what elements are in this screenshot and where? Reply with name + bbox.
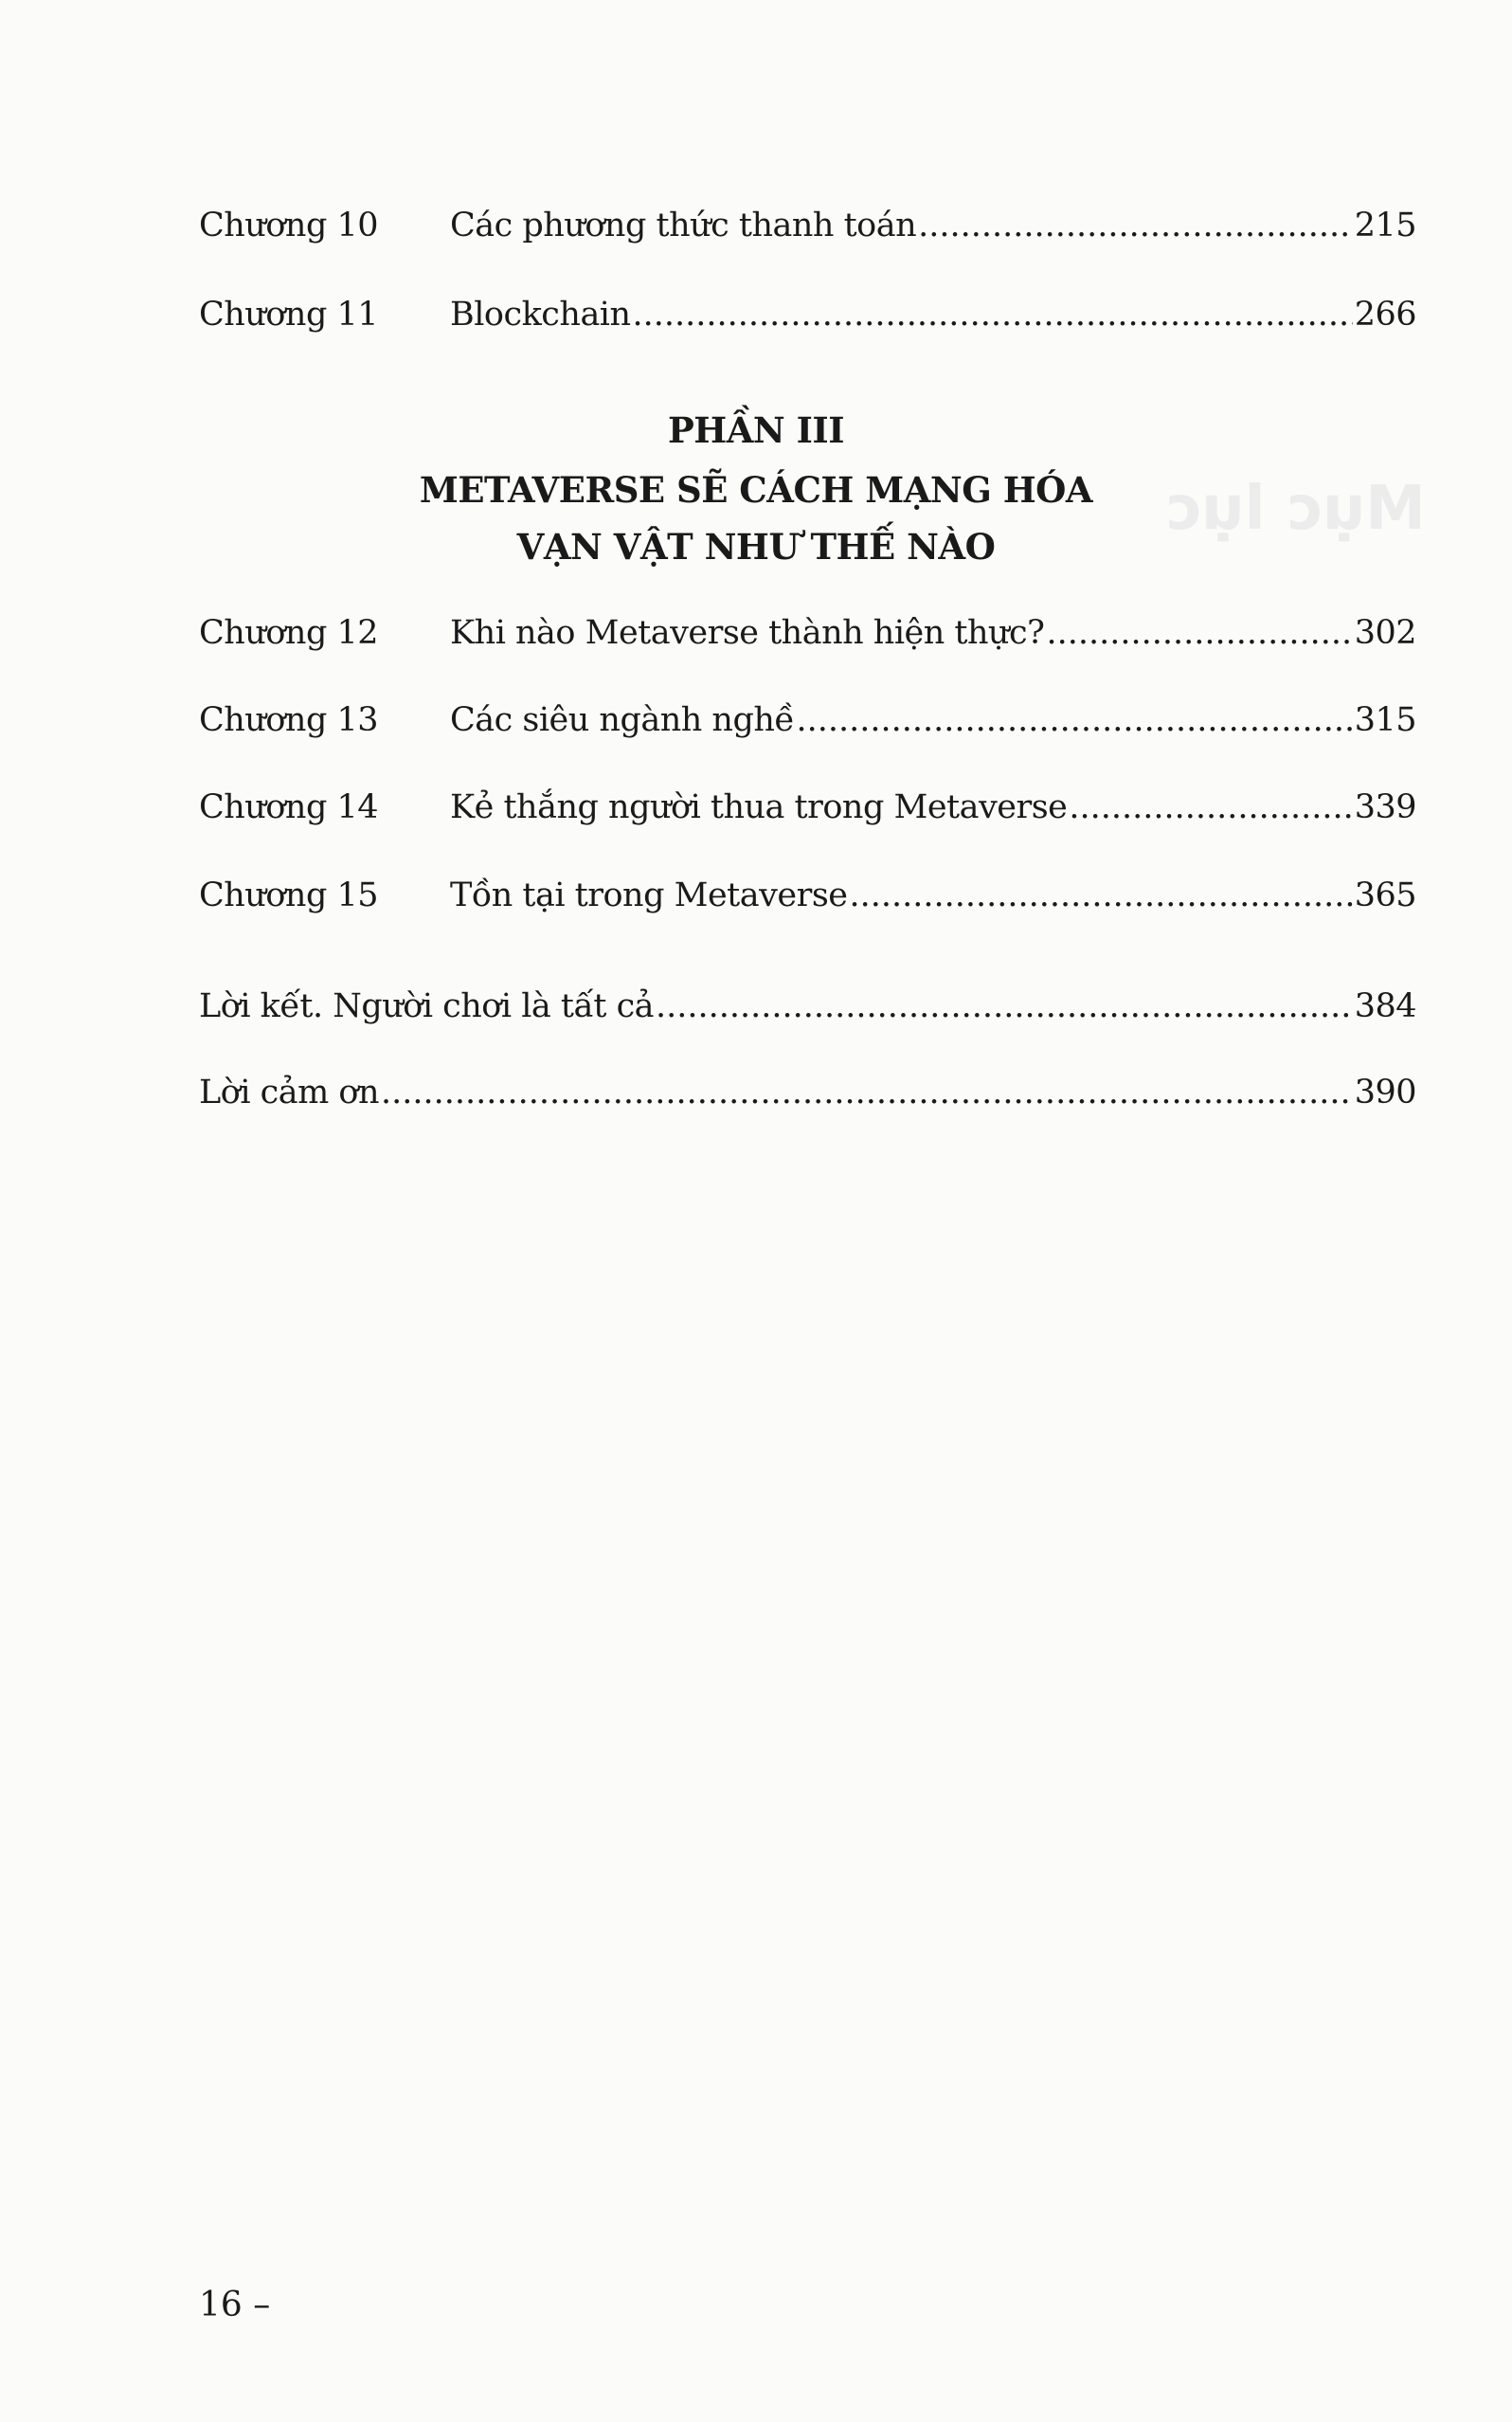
dot-leader — [918, 207, 1353, 244]
bleed-through-heading: Mục lục — [1165, 474, 1426, 544]
part-title-line1: METAVERSE SẼ CÁCH MẠNG HÓA — [419, 469, 1093, 511]
toc-entry-back-matter[interactable] — [199, 987, 1416, 1044]
section-title: Lời cảm ơn — [199, 1074, 380, 1112]
toc-entry[interactable] — [199, 614, 1416, 671]
dot-leader — [796, 701, 1352, 739]
page-number: 16 – — [199, 2286, 271, 2324]
page-ref: 339 — [1354, 788, 1416, 826]
chapter-label: Chương 14 — [199, 788, 379, 826]
part-title-line2: VẠN VẬT NHƯ THẾ NÀO — [516, 526, 996, 568]
dot-leader — [633, 296, 1353, 334]
dot-leader — [1069, 788, 1352, 826]
page-ref: 384 — [1354, 987, 1416, 1025]
chapter-title: Blockchain — [450, 296, 631, 334]
chapter-title: Kẻ thắng người thua trong Metaverse — [450, 788, 1068, 826]
chapter-label: Chương 10 — [199, 207, 379, 244]
chapter-title: Các siêu ngành nghề — [450, 701, 795, 739]
toc-entry-back-matter[interactable] — [199, 1074, 1416, 1130]
part-label: PHẦN III — [667, 409, 845, 451]
chapter-label: Chương 12 — [199, 614, 379, 652]
dot-leader — [850, 877, 1353, 914]
toc-entry[interactable] — [199, 296, 1416, 352]
toc-entry[interactable] — [199, 788, 1416, 845]
page-ref: 266 — [1354, 296, 1416, 334]
toc-entry[interactable] — [199, 701, 1416, 758]
dot-leader — [656, 987, 1353, 1025]
page-ref: 390 — [1354, 1074, 1416, 1112]
page-ref: 365 — [1354, 877, 1416, 914]
dot-leader — [1046, 614, 1352, 652]
chapter-label: Chương 11 — [199, 296, 379, 334]
toc-entry[interactable] — [199, 877, 1416, 933]
page-ref: 315 — [1354, 701, 1416, 739]
page-ref: 302 — [1354, 614, 1416, 652]
dot-leader — [381, 1074, 1353, 1112]
page-ref: 215 — [1354, 207, 1416, 244]
toc-entry[interactable] — [199, 207, 1416, 263]
chapter-title: Khi nào Metaverse thành hiện thực? — [450, 614, 1045, 652]
chapter-title: Các phương thức thanh toán — [450, 207, 917, 244]
section-title: Lời kết. Người chơi là tất cả — [199, 987, 655, 1025]
chapter-title: Tồn tại trong Metaverse — [450, 877, 848, 914]
chapter-label: Chương 13 — [199, 701, 379, 739]
chapter-label: Chương 15 — [199, 877, 379, 914]
